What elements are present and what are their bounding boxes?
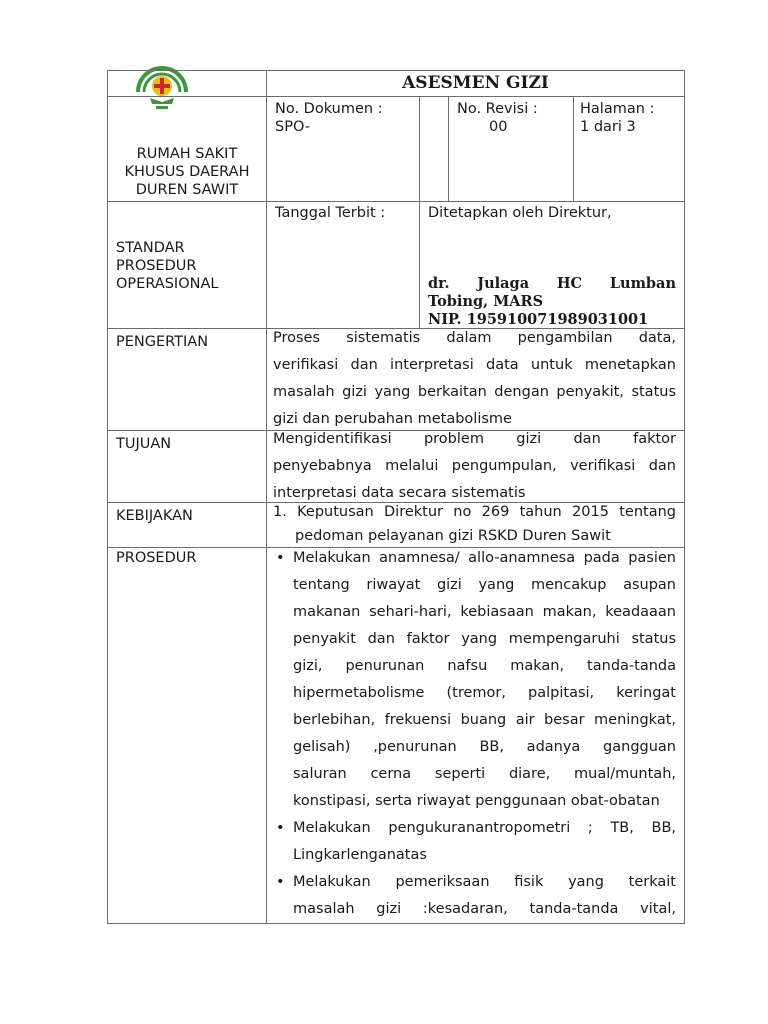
director-nip: NIP. 195910071989031001 [428,311,649,328]
text-line: saluran cerna seperti diare, mual/muntah, [293,766,676,782]
logo-cell-top [107,70,267,97]
text-line: penyakit dan faktor yang mempengaruhi status [293,631,676,647]
no-revisi-label: No. Revisi : [457,101,538,117]
text-line: masalah gizi yang berkaitan dengan penyakit, status [273,384,676,400]
tujuan-content-cell [266,430,685,503]
kebijakan-label-cell [107,502,267,548]
title-cell [266,70,685,97]
text-line: interpretasi data secara sistematis [273,485,526,501]
spo-label-line: STANDAR [116,240,185,256]
page-title: ASESMEN GIZI [402,73,549,93]
pengertian-label: PENGERTIAN [116,334,209,350]
no-revisi-value: 00 [489,119,508,135]
pengertian-content-cell [266,328,685,431]
kebijakan-label: KEBIJAKAN [116,508,193,524]
hospital-name-line: RUMAH SAKIT [136,146,238,162]
text-line: 1. Keputusan Direktur no 269 tahun 2015 tentang [273,504,676,520]
text-line: makanan sehari-hari, kebiasaan makan, keadaaan [293,604,676,620]
list-item [293,547,676,815]
text-line: konstipasi, serta riwayat penggunaan obat-obatan [293,793,660,809]
hospital-name-line: DUREN SAWIT [135,182,239,198]
text-line: • Melakukan pengukuranantropometri ; TB, BB, [293,820,676,836]
text-line: gelisah) ,penurunan BB, adanya gangguan [293,739,676,755]
prosedur-content-cell [266,547,685,924]
tanggal-terbit-label: Tanggal Terbit : [275,205,386,221]
hospital-name [108,145,266,199]
director-signature-block [428,275,676,329]
spo-label-cell [107,201,267,329]
halaman-cell [573,96,685,202]
text-line: Mengidentifikasi problem gizi dan faktor [273,431,676,447]
director-name-line: dr. Julaga HC Lumban [428,275,676,292]
hospital-name-line: KHUSUS DAERAH [124,164,250,180]
no-revisi-cell [448,96,574,202]
list-item [293,815,676,869]
no-dokumen-cell [266,96,420,202]
tujuan-label-cell [107,430,267,503]
text-line: hipermetabolisme (tremor, palpitasi, keringat [293,685,676,701]
halaman-label: Halaman : [580,101,655,117]
tujuan-label: TUJUAN [116,436,172,452]
blank-cell [419,96,449,202]
text-line: Proses sistematis dalam pengambilan data, [273,330,676,346]
text-line: • Melakukan anamnesa/ allo-anamnesa pada pasien [293,550,676,566]
pengertian-text [273,325,676,433]
text-line: pedoman pelayanan gizi RSKD Duren Sawit [295,528,611,544]
text-line: gizi dan perubahan metabolisme [273,411,512,427]
text-line: • Melakukan pemeriksaan fisik yang terkait [293,874,676,890]
spo-label-line: PROSEDUR [116,258,197,274]
prosedur-label: PROSEDUR [116,550,197,566]
text-line: masalah gizi :kesadaran, tanda-tanda vital, [293,901,676,917]
text-line: penyebabnya melalui pengumpulan, verifikasi dan [273,458,676,474]
pengertian-label-cell [107,328,267,431]
tanggal-terbit-cell [266,201,420,329]
text-line: berlebihan, frekuensi buang air besar meningkat, [293,712,676,728]
prosedur-label-cell [107,547,267,924]
no-dokumen-value: SPO- [275,119,310,135]
text-line: verifikasi dan interpretasi data untuk menetapkan [273,357,676,373]
kebijakan-content-cell [266,502,685,548]
no-dokumen-label: No. Dokumen : [275,101,383,117]
ditetapkan-label: Ditetapkan oleh Direktur, [428,205,612,221]
text-line: Lingkarlenganatas [293,847,427,863]
spo-label [116,239,218,293]
kebijakan-text [273,500,676,548]
director-name-line: Tobing, MARS [428,293,544,310]
text-line: gizi, penurunan nafsu makan, tanda-tanda [293,658,676,674]
spo-label-line: OPERASIONAL [116,276,219,292]
ditetapkan-cell [419,201,685,329]
halaman-value: 1 dari 3 [580,119,636,135]
list-item [293,869,676,923]
text-line: tentang riwayat gizi yang mencakup asupan [293,577,676,593]
hospital-name-cell [107,96,267,202]
prosedur-list [273,547,676,923]
tujuan-text [273,426,676,507]
